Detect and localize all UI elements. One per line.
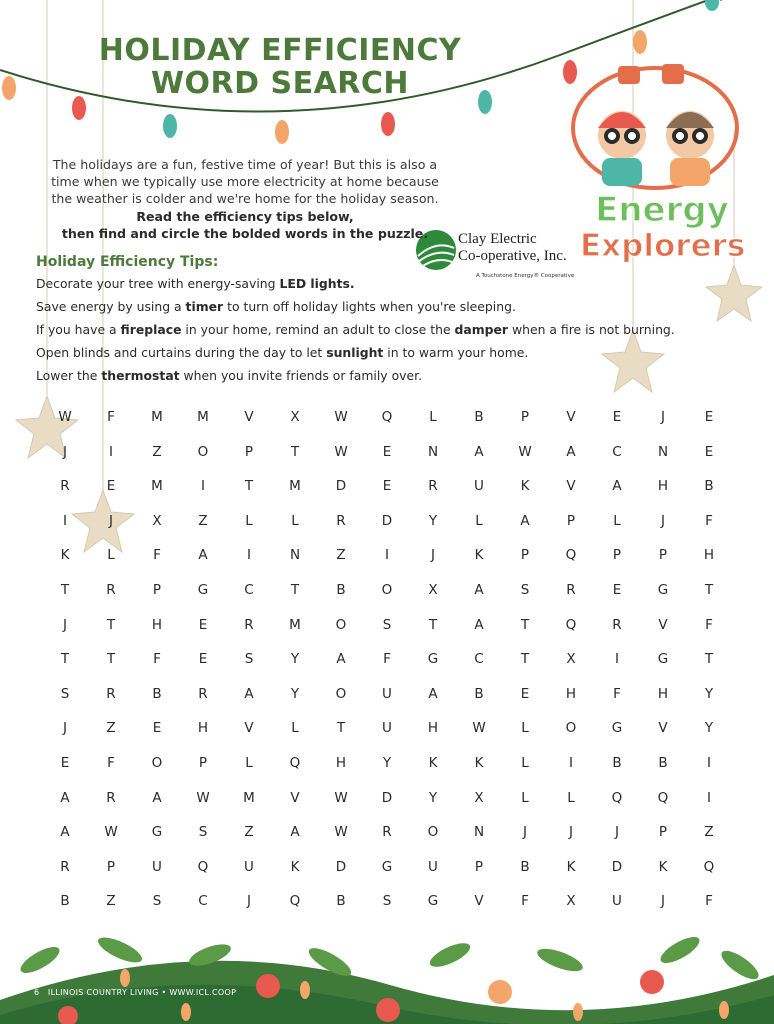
- puzzle-letter[interactable]: S: [382, 893, 392, 910]
- puzzle-letter[interactable]: C: [612, 443, 622, 460]
- puzzle-letter[interactable]: V: [566, 478, 576, 495]
- puzzle-letter[interactable]: M: [289, 478, 301, 495]
- puzzle-letter[interactable]: W: [518, 443, 532, 460]
- puzzle-letter[interactable]: I: [385, 547, 389, 564]
- puzzle-letter[interactable]: E: [60, 754, 70, 771]
- puzzle-letter[interactable]: I: [615, 651, 619, 668]
- tip-text: Open blinds and curtains during the day to let: [36, 345, 327, 360]
- puzzle-letter[interactable]: T: [60, 581, 70, 598]
- footer-text: ILLINOIS COUNTRY LIVING • WWW.ICL.COOP: [47, 988, 237, 997]
- puzzle-letter[interactable]: R: [566, 581, 576, 598]
- puzzle-letter[interactable]: J: [431, 547, 435, 564]
- puzzle-letter[interactable]: R: [244, 616, 254, 633]
- puzzle-letter[interactable]: G: [657, 651, 669, 668]
- tip-keyword: LED lights.: [279, 276, 355, 291]
- puzzle-letter[interactable]: O: [335, 685, 347, 702]
- puzzle-letter[interactable]: V: [658, 720, 668, 737]
- puzzle-letter[interactable]: Z: [106, 893, 116, 910]
- puzzle-letter[interactable]: B: [704, 478, 714, 495]
- bulb-icon: [181, 1003, 191, 1021]
- puzzle-letter[interactable]: A: [474, 616, 484, 633]
- puzzle-letter[interactable]: L: [521, 754, 529, 771]
- bulb-icon: [300, 981, 310, 999]
- puzzle-letter[interactable]: R: [336, 512, 346, 529]
- puzzle-letter[interactable]: G: [427, 651, 439, 668]
- puzzle-letter[interactable]: Y: [382, 754, 392, 771]
- tip-text: Save energy by using a: [36, 299, 186, 314]
- puzzle-letter[interactable]: G: [427, 893, 439, 910]
- puzzle-letter[interactable]: U: [152, 858, 162, 875]
- puzzle-letter[interactable]: G: [197, 581, 209, 598]
- puzzle-letter[interactable]: P: [658, 824, 668, 841]
- instructions-text-a: then find and circle the: [61, 226, 232, 241]
- puzzle-letter[interactable]: Z: [106, 720, 116, 737]
- puzzle-letter[interactable]: V: [658, 616, 668, 633]
- puzzle-letter[interactable]: E: [520, 685, 530, 702]
- puzzle-letter[interactable]: W: [334, 824, 348, 841]
- puzzle-letter[interactable]: K: [60, 547, 70, 564]
- puzzle-letter[interactable]: P: [612, 547, 622, 564]
- puzzle-letter[interactable]: L: [567, 789, 575, 806]
- puzzle-letter[interactable]: P: [244, 443, 254, 460]
- puzzle-letter[interactable]: Q: [565, 547, 577, 564]
- puzzle-letter[interactable]: L: [291, 720, 299, 737]
- puzzle-letter[interactable]: Z: [198, 512, 208, 529]
- puzzle-letter[interactable]: X: [290, 409, 300, 425]
- puzzle-letter[interactable]: T: [290, 581, 300, 598]
- puzzle-letter[interactable]: Y: [290, 651, 300, 668]
- puzzle-letter[interactable]: Z: [704, 824, 714, 841]
- puzzle-letter[interactable]: N: [427, 443, 439, 460]
- puzzle-letter[interactable]: D: [381, 512, 393, 529]
- puzzle-letter[interactable]: V: [290, 789, 300, 806]
- puzzle-letter[interactable]: B: [474, 685, 484, 702]
- puzzle-letter[interactable]: F: [107, 409, 115, 425]
- puzzle-letter[interactable]: X: [474, 789, 484, 806]
- ornament-icon: [376, 998, 400, 1022]
- puzzle-letter[interactable]: F: [613, 685, 621, 702]
- puzzle-letter[interactable]: Q: [197, 858, 209, 875]
- tip-text: in to warm your home.: [383, 345, 529, 360]
- puzzle-letter[interactable]: E: [382, 478, 392, 495]
- puzzle-letter[interactable]: J: [247, 893, 251, 910]
- puzzle-letter[interactable]: D: [381, 789, 393, 806]
- tip-item: [36, 322, 675, 337]
- puzzle-letter[interactable]: E: [704, 409, 714, 425]
- tip-item: [36, 368, 422, 383]
- tip-keyword: fireplace: [120, 322, 182, 337]
- puzzle-letter[interactable]: T: [60, 651, 70, 668]
- puzzle-letter[interactable]: K: [658, 858, 668, 875]
- puzzle-letter[interactable]: T: [290, 443, 300, 460]
- bulb-icon: [719, 1001, 729, 1019]
- puzzle-letter[interactable]: K: [290, 858, 300, 875]
- puzzle-letter[interactable]: T: [520, 616, 530, 633]
- puzzle-letter[interactable]: W: [196, 789, 210, 806]
- puzzle-letter[interactable]: B: [474, 409, 484, 425]
- puzzle-letter[interactable]: S: [198, 824, 208, 841]
- puzzle-letter[interactable]: Q: [289, 893, 301, 910]
- tip-item: [36, 276, 355, 291]
- puzzle-letter[interactable]: T: [336, 720, 346, 737]
- bulb-icon: [563, 60, 577, 84]
- puzzle-letter[interactable]: R: [60, 478, 70, 495]
- puzzle-letter[interactable]: J: [63, 720, 67, 737]
- tip-text: to turn off holiday lights when you're sleeping.: [223, 299, 516, 314]
- puzzle-letter[interactable]: K: [520, 478, 530, 495]
- tip-keyword: damper: [454, 322, 509, 337]
- puzzle-letter[interactable]: Q: [703, 858, 715, 875]
- bulb-icon: [705, 0, 719, 11]
- puzzle-letter[interactable]: J: [63, 443, 67, 460]
- puzzle-letter[interactable]: H: [335, 754, 347, 771]
- puzzle-letter[interactable]: X: [428, 581, 438, 598]
- puzzle-letter[interactable]: R: [198, 685, 208, 702]
- puzzle-letter[interactable]: E: [612, 409, 622, 425]
- puzzle-letter[interactable]: J: [63, 616, 67, 633]
- coop-name: [458, 231, 567, 265]
- title-line-2: WORD SEARCH: [150, 66, 410, 101]
- puzzle-letter[interactable]: A: [336, 651, 346, 668]
- page-title: [60, 34, 500, 100]
- puzzle-letter[interactable]: H: [657, 685, 669, 702]
- puzzle-letter[interactable]: V: [244, 720, 254, 737]
- bulb-icon: [275, 120, 289, 144]
- puzzle-letter[interactable]: R: [428, 478, 438, 495]
- puzzle-letter[interactable]: G: [151, 824, 163, 841]
- puzzle-letter[interactable]: J: [569, 824, 573, 841]
- puzzle-letter[interactable]: Y: [428, 512, 438, 529]
- intro-paragraph: The holidays are a fun, festive time of year! But this is also a time when we typically use more electricity at home because the weather is colder and we're home for the holiday season.: [51, 157, 439, 206]
- bulb-icon: [120, 969, 130, 987]
- coop-tagline: A Touchstone Energy® Cooperative: [476, 273, 575, 279]
- puzzle-letter[interactable]: Q: [657, 789, 669, 806]
- coop-name-line-2: Co-operative, Inc.: [458, 248, 567, 264]
- puzzle-letter[interactable]: F: [383, 651, 391, 668]
- tip-text: in your home, remind an adult to close the: [181, 322, 455, 337]
- puzzle-letter[interactable]: I: [247, 547, 251, 564]
- puzzle-letter[interactable]: M: [151, 409, 163, 425]
- puzzle-letter[interactable]: U: [612, 893, 622, 910]
- puzzle-letter[interactable]: N: [657, 443, 669, 460]
- puzzle-letter[interactable]: M: [289, 616, 301, 633]
- socket-icon: [662, 64, 684, 84]
- puzzle-letter[interactable]: U: [244, 858, 254, 875]
- puzzle-letter[interactable]: W: [334, 409, 348, 425]
- puzzle-letter[interactable]: S: [152, 893, 162, 910]
- puzzle-letter[interactable]: C: [244, 581, 254, 598]
- puzzle-letter[interactable]: S: [60, 685, 70, 702]
- puzzle-letter[interactable]: Z: [152, 443, 162, 460]
- puzzle-letter[interactable]: F: [153, 651, 161, 668]
- puzzle-letter[interactable]: P: [520, 409, 530, 425]
- puzzle-letter[interactable]: B: [336, 893, 346, 910]
- ornament-icon: [256, 974, 280, 998]
- puzzle-letter[interactable]: D: [335, 478, 347, 495]
- puzzle-letter[interactable]: B: [612, 754, 622, 771]
- title-line-1: HOLIDAY EFFICIENCY: [98, 33, 462, 68]
- bulb-icon: [381, 112, 395, 136]
- tip-text: when a fire is not burning.: [508, 322, 675, 337]
- puzzle-letter[interactable]: R: [60, 858, 70, 875]
- puzzle-letter[interactable]: A: [152, 789, 162, 806]
- puzzle-letter[interactable]: E: [152, 720, 162, 737]
- puzzle-letter[interactable]: T: [106, 651, 116, 668]
- bulb-icon: [573, 1003, 583, 1021]
- puzzle-letter[interactable]: F: [107, 754, 115, 771]
- instructions-bolded: bolded: [231, 226, 281, 241]
- puzzle-letter[interactable]: O: [427, 824, 439, 841]
- puzzle-letter[interactable]: K: [428, 754, 438, 771]
- tip-item: [36, 345, 528, 360]
- puzzle-letter[interactable]: R: [382, 824, 392, 841]
- puzzle-letter[interactable]: E: [612, 581, 622, 598]
- puzzle-letter[interactable]: B: [336, 581, 346, 598]
- puzzle-letter[interactable]: K: [474, 547, 484, 564]
- puzzle-letter[interactable]: F: [705, 512, 713, 529]
- puzzle-letter[interactable]: U: [474, 478, 484, 495]
- puzzle-letter[interactable]: J: [523, 824, 527, 841]
- puzzle-letter[interactable]: L: [521, 720, 529, 737]
- puzzle-letter[interactable]: A: [520, 512, 530, 529]
- garland: [0, 932, 774, 1024]
- puzzle-letter[interactable]: J: [615, 824, 619, 841]
- tip-text: when you invite friends or family over.: [179, 368, 423, 383]
- puzzle-letter[interactable]: F: [153, 547, 161, 564]
- puzzle-letter[interactable]: H: [427, 720, 439, 737]
- puzzle-letter[interactable]: O: [151, 754, 163, 771]
- puzzle-letter[interactable]: L: [521, 789, 529, 806]
- puzzle-letter[interactable]: X: [566, 651, 576, 668]
- instructions-text-c: words in the puzzle.: [280, 226, 429, 241]
- puzzle-letter[interactable]: L: [245, 512, 253, 529]
- puzzle-letter[interactable]: C: [198, 893, 208, 910]
- puzzle-letter[interactable]: A: [474, 443, 484, 460]
- puzzle-letter[interactable]: W: [58, 409, 72, 425]
- puzzle-letter[interactable]: W: [334, 443, 348, 460]
- puzzle-letter[interactable]: A: [612, 478, 622, 495]
- puzzle-letter[interactable]: E: [704, 443, 714, 460]
- puzzle-letter[interactable]: P: [658, 547, 668, 564]
- puzzle-letter[interactable]: S: [244, 651, 254, 668]
- puzzle-letter[interactable]: G: [611, 720, 623, 737]
- puzzle-letter[interactable]: Y: [428, 789, 438, 806]
- puzzle-letter[interactable]: H: [197, 720, 209, 737]
- puzzle-letter[interactable]: J: [661, 512, 665, 529]
- puzzle-letter[interactable]: P: [198, 754, 208, 771]
- energy-word: Energy: [595, 190, 729, 230]
- puzzle-letter[interactable]: A: [290, 824, 300, 841]
- puzzle-letter[interactable]: K: [474, 754, 484, 771]
- puzzle-letter[interactable]: B: [152, 685, 162, 702]
- energy-explorers-mascot: [573, 64, 737, 188]
- puzzle-letter[interactable]: E: [198, 651, 208, 668]
- puzzle-letter[interactable]: Y: [704, 720, 714, 737]
- puzzle-letter[interactable]: I: [201, 478, 205, 495]
- puzzle-letter[interactable]: V: [474, 893, 484, 910]
- puzzle-letter[interactable]: A: [198, 547, 208, 564]
- puzzle-letter[interactable]: I: [109, 443, 113, 460]
- puzzle-letter[interactable]: X: [152, 512, 162, 529]
- puzzle-letter[interactable]: D: [611, 858, 623, 875]
- puzzle-letter[interactable]: F: [705, 616, 713, 633]
- page-footer: [34, 988, 236, 997]
- puzzle-letter[interactable]: X: [566, 893, 576, 910]
- puzzle-letter[interactable]: P: [474, 858, 484, 875]
- puzzle-letter[interactable]: L: [245, 754, 253, 771]
- puzzle-letter[interactable]: Y: [290, 685, 300, 702]
- tip-text: Lower the: [36, 368, 102, 383]
- puzzle-letter[interactable]: R: [612, 616, 622, 633]
- puzzle-letter[interactable]: T: [428, 616, 438, 633]
- puzzle-letter[interactable]: Y: [704, 685, 714, 702]
- bulb-icon: [163, 114, 177, 138]
- puzzle-letter[interactable]: A: [566, 443, 576, 460]
- puzzle-letter[interactable]: I: [707, 754, 711, 771]
- puzzle-letter[interactable]: Q: [611, 789, 623, 806]
- puzzle-letter[interactable]: P: [152, 581, 162, 598]
- puzzle-letter[interactable]: S: [382, 616, 392, 633]
- puzzle-letter[interactable]: T: [520, 651, 530, 668]
- puzzle-letter[interactable]: Q: [381, 409, 393, 425]
- puzzle-letter[interactable]: L: [613, 512, 621, 529]
- bulb-icon: [2, 76, 16, 100]
- puzzle-letter[interactable]: N: [289, 547, 301, 564]
- puzzle-letter[interactable]: A: [244, 685, 254, 702]
- puzzle-letter[interactable]: H: [657, 478, 669, 495]
- puzzle-letter[interactable]: R: [106, 581, 116, 598]
- puzzle-letter[interactable]: I: [569, 754, 573, 771]
- instructions-line-2: [60, 225, 430, 242]
- puzzle-letter[interactable]: W: [104, 824, 118, 841]
- puzzle-letter[interactable]: E: [382, 443, 392, 460]
- puzzle-letter[interactable]: N: [473, 824, 485, 841]
- puzzle-letter[interactable]: A: [60, 789, 70, 806]
- puzzle-letter[interactable]: J: [109, 512, 113, 529]
- puzzle-letter[interactable]: T: [106, 616, 116, 633]
- puzzle-letter[interactable]: G: [657, 581, 669, 598]
- puzzle-letter[interactable]: O: [565, 720, 577, 737]
- puzzle-letter[interactable]: L: [429, 409, 437, 425]
- puzzle-letter[interactable]: I: [63, 512, 67, 529]
- tip-keyword: thermostat: [101, 368, 180, 383]
- puzzle-letter[interactable]: H: [151, 616, 163, 633]
- puzzle-letter[interactable]: A: [474, 581, 484, 598]
- puzzle-letter[interactable]: J: [661, 893, 665, 910]
- puzzle-letter[interactable]: V: [244, 409, 254, 425]
- puzzle-letter[interactable]: W: [472, 720, 486, 737]
- puzzle-letter[interactable]: O: [381, 581, 393, 598]
- word-search-grid: [42, 400, 732, 919]
- puzzle-letter[interactable]: A: [428, 685, 438, 702]
- puzzle-letter[interactable]: R: [106, 685, 116, 702]
- ornament-icon: [488, 980, 512, 1004]
- puzzle-letter[interactable]: W: [334, 789, 348, 806]
- puzzle-letter[interactable]: T: [704, 581, 714, 598]
- coop-name-line-1: Clay Electric: [458, 231, 537, 247]
- puzzle-letter[interactable]: T: [244, 478, 254, 495]
- puzzle-letter[interactable]: V: [566, 409, 576, 425]
- puzzle-letter[interactable]: J: [661, 409, 665, 425]
- puzzle-letter[interactable]: U: [382, 720, 392, 737]
- instructions: [60, 208, 430, 242]
- puzzle-letter[interactable]: H: [565, 685, 577, 702]
- puzzle-letter[interactable]: M: [151, 478, 163, 495]
- puzzle-letter[interactable]: B: [60, 893, 70, 910]
- ornament-icon: [640, 970, 664, 994]
- plug-icon: [618, 66, 640, 84]
- puzzle-letter[interactable]: A: [60, 824, 70, 841]
- tip-text: If you have a: [36, 322, 121, 337]
- bulb-icon: [633, 30, 647, 54]
- puzzle-letter[interactable]: B: [658, 754, 668, 771]
- star-icon: [706, 265, 762, 321]
- puzzle-letter[interactable]: L: [291, 512, 299, 529]
- puzzle-letter[interactable]: D: [335, 858, 347, 875]
- tips-heading: Holiday Efficiency Tips:: [36, 254, 219, 270]
- puzzle-letter[interactable]: Q: [289, 754, 301, 771]
- puzzle-letter[interactable]: Z: [244, 824, 254, 841]
- tip-text: Decorate your tree with energy-saving: [36, 276, 280, 291]
- puzzle-letter[interactable]: M: [243, 789, 255, 806]
- energy-explorers-logo: [580, 192, 744, 264]
- puzzle-letter[interactable]: L: [107, 547, 115, 564]
- puzzle-letter[interactable]: F: [705, 893, 713, 910]
- instructions-line-1: Read the efficiency tips below,: [136, 209, 354, 224]
- star-icon: [602, 330, 664, 392]
- puzzle-letter[interactable]: S: [520, 581, 530, 598]
- puzzle-letter[interactable]: P: [520, 547, 530, 564]
- puzzle-letter[interactable]: U: [382, 685, 392, 702]
- explorers-word: Explorers: [580, 228, 746, 264]
- puzzle-letter[interactable]: E: [198, 616, 208, 633]
- puzzle-letter[interactable]: M: [197, 409, 209, 425]
- tip-keyword: timer: [185, 299, 224, 314]
- puzzle-letter[interactable]: Q: [565, 616, 577, 633]
- puzzle-letter[interactable]: E: [106, 478, 116, 495]
- puzzle-letter[interactable]: O: [335, 616, 347, 633]
- puzzle-letter[interactable]: H: [703, 547, 715, 564]
- puzzle-letter[interactable]: P: [106, 858, 116, 875]
- puzzle-letter[interactable]: F: [521, 893, 529, 910]
- puzzle-letter[interactable]: R: [106, 789, 116, 806]
- puzzle-letter[interactable]: K: [566, 858, 576, 875]
- puzzle-letter[interactable]: U: [428, 858, 438, 875]
- puzzle-letter[interactable]: O: [197, 443, 209, 460]
- puzzle-letter[interactable]: L: [475, 512, 483, 529]
- puzzle-letter[interactable]: T: [704, 651, 714, 668]
- puzzle-letter[interactable]: P: [566, 512, 576, 529]
- puzzle-letter[interactable]: Z: [336, 547, 346, 564]
- puzzle-letter[interactable]: G: [381, 858, 393, 875]
- page-number: 6: [34, 988, 40, 997]
- tip-keyword: sunlight: [326, 345, 384, 360]
- tip-item: [36, 299, 516, 314]
- puzzle-letter[interactable]: B: [520, 858, 530, 875]
- puzzle-letter[interactable]: I: [707, 789, 711, 806]
- puzzle-letter[interactable]: C: [474, 651, 484, 668]
